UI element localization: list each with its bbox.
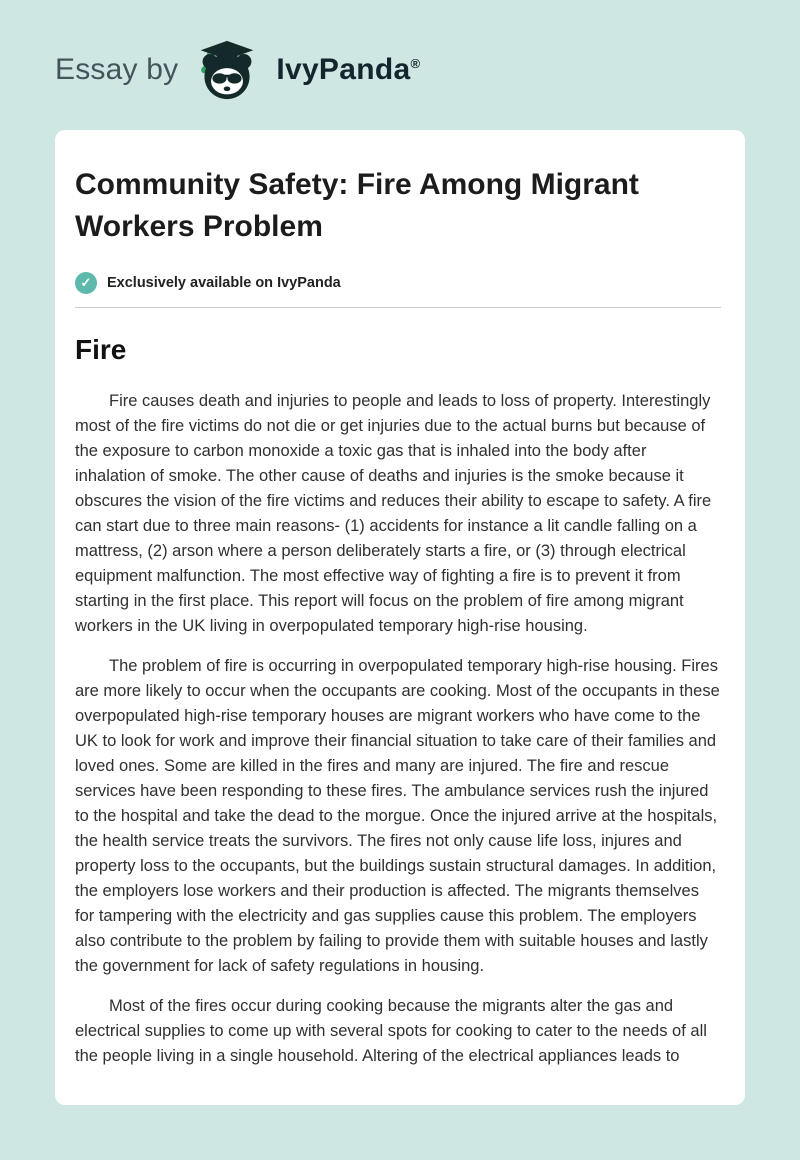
brand-name [276,53,420,87]
divider [75,307,721,308]
ivypanda-panda-logo-icon [194,39,260,101]
site-header [0,0,800,130]
paragraph: The problem of fire is occurring in overpopulated temporary high-rise housing. Fires are more likely to occur when the occupants are cooking. Most of the occupants in these overpopulated high-rise temporary houses are migrant workers who have come to the UK to look for work and improve their financial situation to take care of their families and loved ones. Some are killed in the fires and many are injured. The fire and rescue services have been responding to these fires. The ambulance services rush the injured to the hospital and take the dead to the morgue. Once the injured arrive at the hospitals, the health service treats the survivors. The fires not only cause life loss, injures and property loss to the occupants, but the buildings sustain structural damages. In addition, the employers lose workers and their production is affected. The migrants themselves for tampering with the electricity and gas supplies cause this problem. The employers also contribute to the problem by failing to provide them with suitable houses and lastly the government for lack of safety regulations in housing. [75,657,720,975]
essay-body [75,389,721,1069]
checkmark-icon: ✓ [75,272,97,294]
paragraph: Fire causes death and injuries to people and leads to loss of property. Interestingly most of the fire victims do not die or get injuries due to the actual burns but because of the exposure to carbon monoxide a toxic gas that is inhaled into the body after inhalation of smoke. The other cause of deaths and injuries is the smoke because it obscures the vision of the fire victims and reduces their ability to escape to safety. A fire can start due to three main reasons- (1) accidents for instance a lit candle falling on a mattress, (2) arson where a person deliberately starts a fire, or (3) through electrical equipment malfunction. The most effective way of fighting a fire is to prevent it from starting in the first place. This report will focus on the problem of fire among migrant workers in the UK living in overpopulated temporary high-rise housing. [75,392,712,635]
essay-card [55,130,745,1105]
header-prefix: Essay by [55,53,179,86]
availability-text: Exclusively available on IvyPanda [107,275,341,291]
registered-mark: ® [410,56,421,71]
brand-wordmark: IvyPanda [276,53,411,86]
paragraph: Most of the fires occur during cooking because the migrants alter the gas and electrical supplies to come up with several spots for cooking to cater to the needs of all the people living in a single household. Altering of the electrical appliances leads to [75,997,707,1065]
availability-badge [75,272,721,294]
essay-title: Community Safety: Fire Among Migrant Workers Problem [75,168,639,243]
section-heading: Fire [75,334,127,365]
